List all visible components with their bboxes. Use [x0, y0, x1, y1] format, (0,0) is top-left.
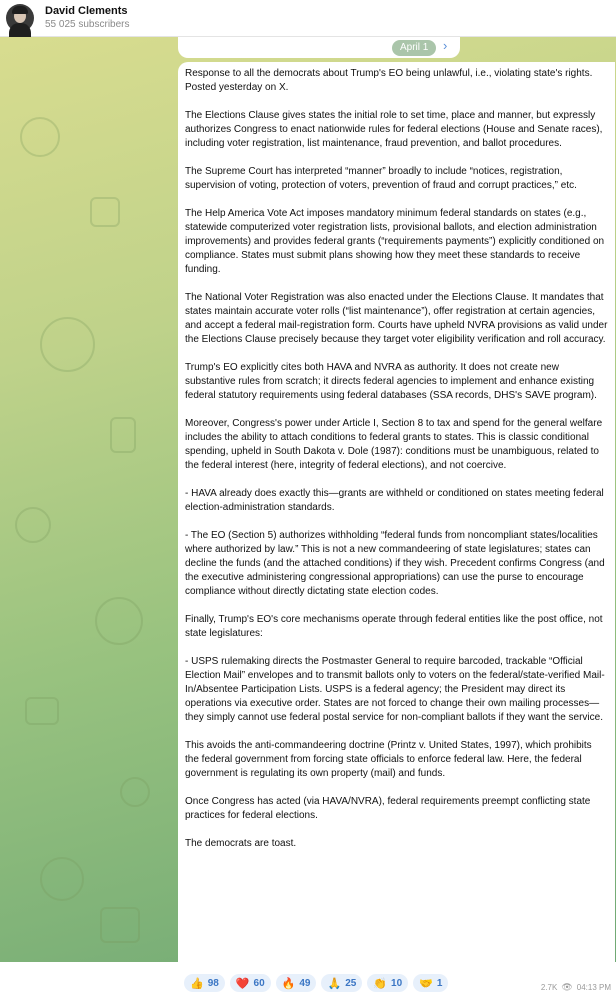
channel-avatar[interactable]: [6, 4, 34, 32]
reaction-button[interactable]: [184, 974, 225, 992]
message-paragraph: - USPS rulemaking directs the Postmaster General to require barcoded, trackable “Official Election Mail” envelopes and to transmit ballots only to voters on the federal/state-verified Mail-In/Absentee Participation Lists. USPS is a federal agency; the President may direct its operations via executive order. States are not forced to change their own mailing processes—they simply cannot use federal postal service for non-compliant ballots if they want the service.: [185, 656, 605, 723]
message-paragraph: - HAVA already does exactly this—grants are withheld or conditioned on states meeting federal election-administration standards.: [185, 488, 604, 513]
chat-background: [0, 37, 616, 992]
message-paragraph: The Help America Vote Act imposes mandatory minimum federal standards on states (e.g., statewide computerized voter registration lists, provisional ballots, and election administration improvements) and provides federal grants (“requirements payments”) explicitly conditioned on compliance. States must submit plans showing how they meet these standards to receive funding.: [185, 208, 605, 275]
message-meta: [541, 974, 611, 993]
fire-icon: 🔥: [281, 977, 296, 990]
message-paragraph: The Elections Clause gives states the initial role to set time, place and manner, but expressly authorizes Congress to enact nationwide rules for federal elections (House and Senate races), including voter registration, list maintenance, fraud prevention, and ballot procedures.: [185, 110, 603, 149]
message-paragraph: Once Congress has acted (via HAVA/NVRA), federal requirements preempt conflicting state practices for federal elections.: [185, 796, 591, 821]
reaction-count: 98: [207, 977, 219, 989]
channel-info[interactable]: [45, 5, 130, 31]
channel-header[interactable]: [0, 0, 616, 37]
message-paragraph: Response to all the democrats about Trump's EO being unlawful, i.e., violating state's rights. Posted yesterday on X.: [185, 68, 593, 93]
eye-icon: 👁: [561, 981, 573, 992]
message-paragraph: The democrats are toast.: [185, 838, 297, 849]
message-bubble[interactable]: [178, 62, 615, 997]
reaction-count: 60: [253, 977, 265, 989]
date-badge[interactable]: April 1: [392, 40, 436, 56]
praying-hands-icon: 🙏: [327, 977, 342, 990]
message-text: [185, 67, 608, 851]
message-paragraph: This avoids the anti-commandeering doctrine (Printz v. United States, 1997), which prohibits the federal government from forcing state officials to enforce federal law. Here, the federal government is regulating its own property (mail) and funds.: [185, 740, 592, 779]
chevron-right-icon[interactable]: ›: [443, 38, 448, 53]
handshake-icon: 🤝: [419, 977, 433, 990]
reaction-button[interactable]: [367, 974, 408, 992]
message-paragraph: Moreover, Congress's power under Article I, Section 8 to tax and spend for the general welfare includes the ability to attach conditions to federal grants to states. This is classic conditional spending, upheld in South Dakota v. Dole (1987): conditions must be unambiguous, related to the federal interest (here, integrity of federal elections), and not coercive.: [185, 418, 603, 471]
reaction-count: 1: [436, 977, 443, 989]
view-count: 2.7K: [540, 982, 558, 992]
message-paragraph: Trump's EO explicitly cites both HAVA and NVRA as authority. It does not create new substantive rules from scratch; it directs federal agencies to implement and enhance existing federal statutory requirements using federal databases (SSA records, DHS's SAVE program).: [185, 362, 597, 401]
reaction-button[interactable]: [413, 974, 448, 992]
message-footer: [184, 971, 611, 995]
message-paragraph: The Supreme Court has interpreted “manner” broadly to include “notices, registration, supervision of voting, protection of voters, prevention of fraud and corrupt practices,” etc.: [185, 166, 577, 191]
message-paragraph: Finally, Trump's EO's core mechanisms operate through federal entities like the post office, not state legislatures:: [185, 614, 603, 639]
reaction-count: 49: [299, 977, 311, 989]
reaction-button[interactable]: [321, 974, 362, 992]
channel-name: David Clements: [45, 5, 128, 17]
reaction-count: 25: [345, 977, 357, 989]
subscriber-count: 55 025 subscribers: [45, 19, 130, 30]
clapping-hands-icon: 👏: [373, 977, 388, 990]
thumbs-up-icon: 👍: [190, 977, 204, 990]
reaction-button[interactable]: [276, 974, 317, 992]
message-time: 04:13 PM: [576, 982, 611, 992]
reaction-button[interactable]: [230, 974, 271, 992]
message-paragraph: The National Voter Registration was also enacted under the Elections Clause. It mandates that states maintain accurate voter rolls (“list maintenance”), offer registration at certain agencies, and accept a federal mail-registration form. Courts have upheld NVRA provisions as valid under the Elections Clause precisely because they target voter eligibility verification and roll accuracy.: [185, 292, 608, 345]
reaction-bar: [184, 974, 448, 992]
heart-icon: ❤️: [235, 977, 250, 990]
reaction-count: 10: [391, 977, 403, 989]
message-paragraph: - The EO (Section 5) authorizes withholding “federal funds from noncompliant states/localities where authorized by law.” This is not a new commandeering of state legislatures; states can decline the funds (and the attached conditions) if they wish. Precedent confirms Congress (and the executive administering congressional appropriations) can use the purse to encourage compliance without directly dictating state election codes.: [185, 530, 605, 597]
